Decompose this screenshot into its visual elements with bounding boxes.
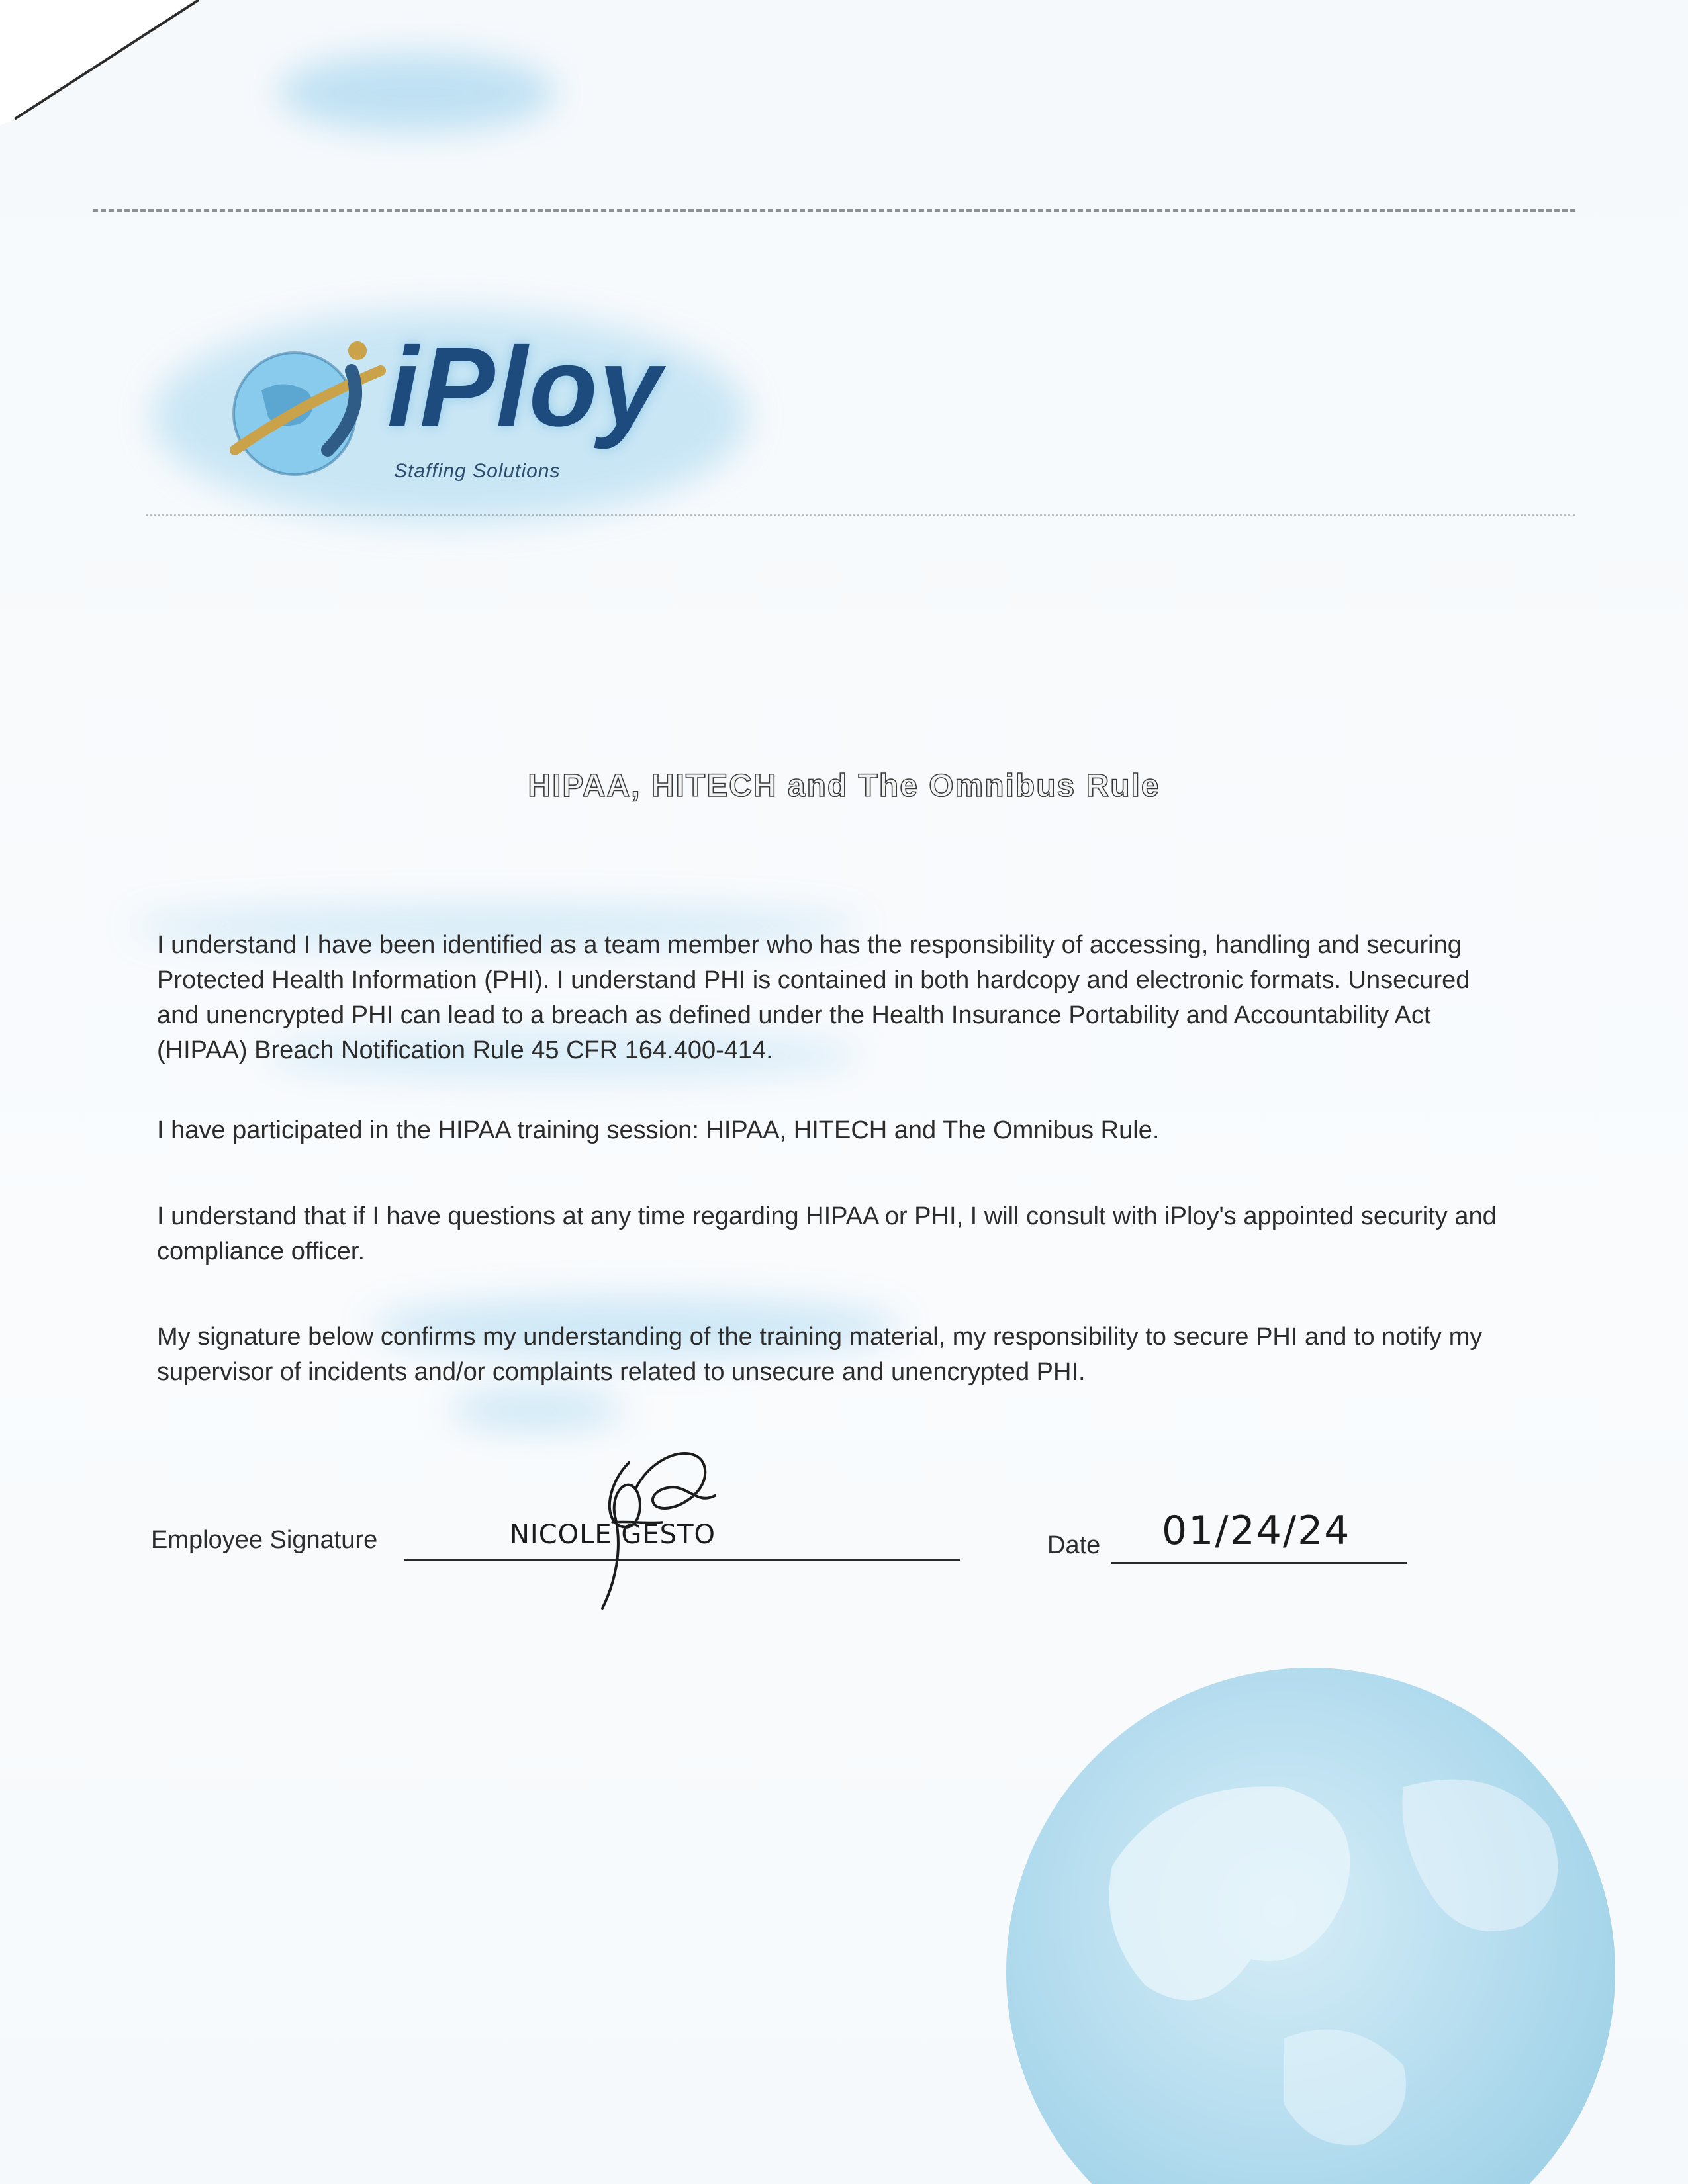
signed-date: 01/24/24 [1162,1508,1351,1554]
folded-corner [0,0,278,146]
ghost-rule [146,514,1575,516]
company-logo [222,324,698,503]
date-label: Date [1047,1531,1101,1559]
header-rule [93,209,1575,212]
document-title: HIPAA, HITECH and The Omnibus Rule [528,768,1160,803]
paragraph-line: I have participated in the HIPAA training session: HIPAA, HITECH and The Omnibus Rule. [157,1116,1160,1144]
globe-logo-icon [222,331,394,496]
paragraph-line: My signature below confirms my understanding of the training material, my responsibility to secure PHI and to notify my [157,1323,1483,1351]
paragraph-line: (HIPAA) Breach Notification Rule 45 CFR 164.400-414. [157,1036,773,1064]
signed-name: NICOLE GESTO [510,1520,716,1550]
paragraph-training [157,1113,1630,1148]
paragraph-line: Protected Health Information (PHI). I understand PHI is contained in both hardcopy and electronic formats. Unsecured [157,966,1470,994]
date-line [1111,1562,1407,1564]
company-tagline: Staffing Solutions [394,460,561,482]
toner-smudge [450,1390,622,1430]
company-wordmark: iPloy [387,324,663,450]
employee-signature-label: Employee Signature [151,1526,378,1554]
globe-watermark-icon [940,1615,1688,2184]
paragraph-line: and unencrypted PHI can lead to a breach as defined under the Health Insurance Portability and Accountability Act [157,1001,1431,1029]
paragraph-line: compliance officer. [157,1238,365,1265]
paragraph-acknowledgement [157,928,1630,1068]
paragraph-questions [157,1199,1630,1269]
paragraph-signature-confirmation [157,1320,1630,1390]
paragraph-line: supervisor of incidents and/or complaints related to unsecure and unencrypted PHI. [157,1358,1086,1386]
paragraph-line: I understand that if I have questions at any time regarding HIPAA or PHI, I will consult with iPloy's appointed security and [157,1203,1497,1230]
paragraph-line: I understand I have been identified as a team member who has the responsibility of accessing, handling and securing [157,931,1462,959]
toner-smudge [278,53,556,132]
